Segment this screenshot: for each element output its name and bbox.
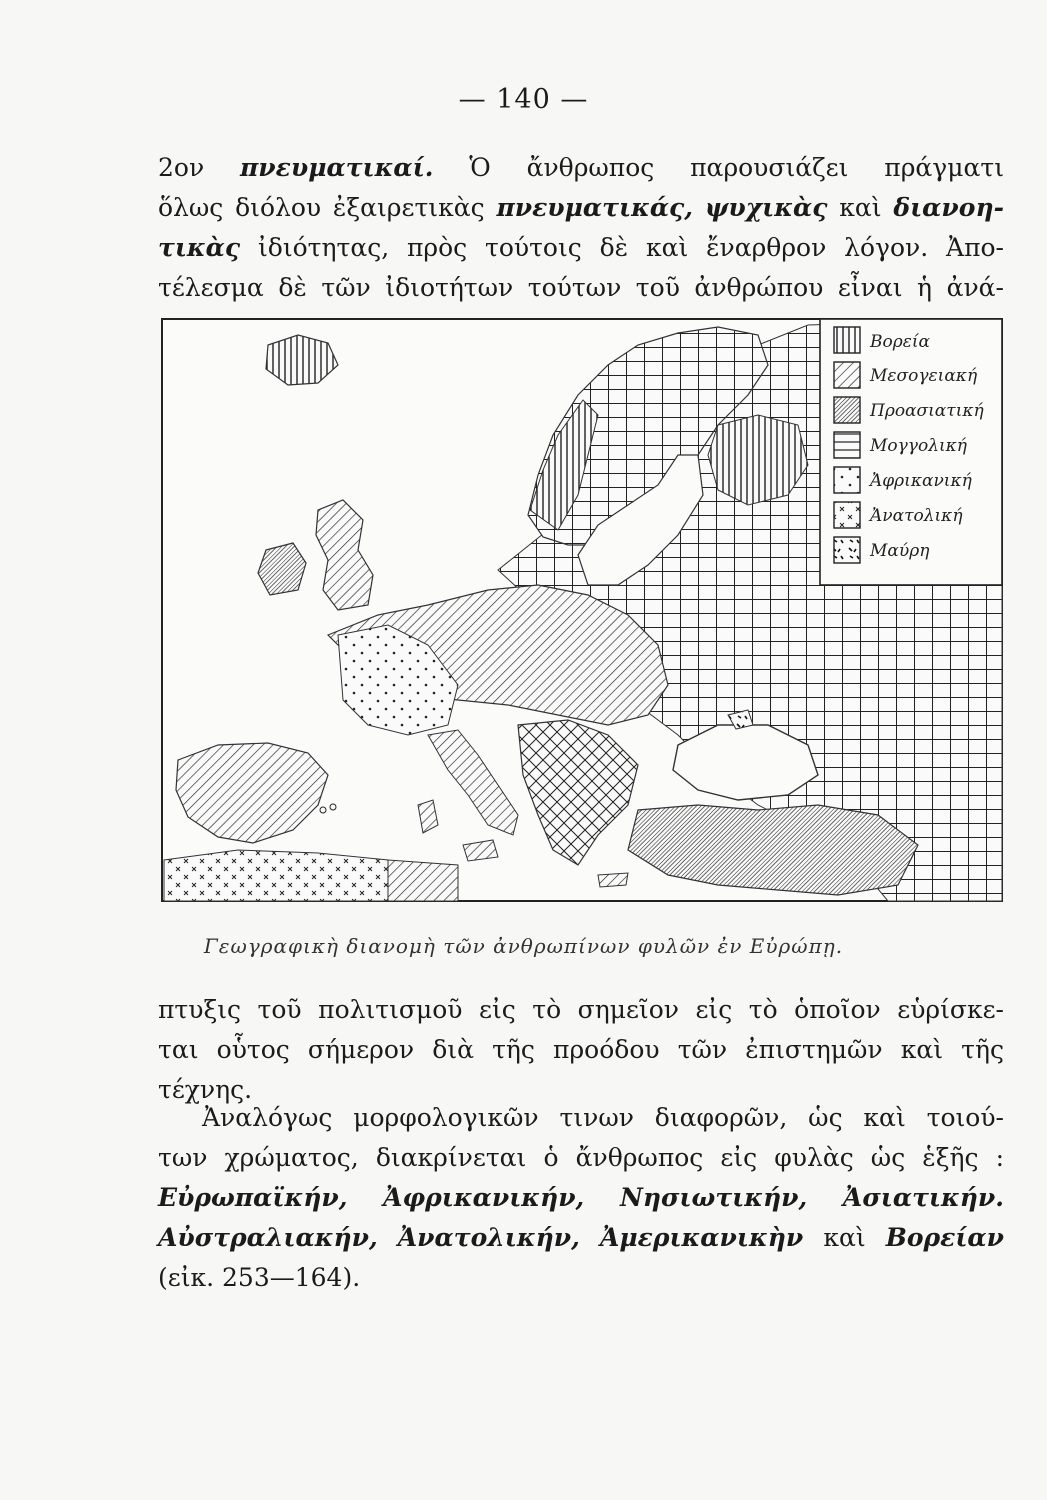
text-line: τέλεσμα δὲ τῶν ἰδιοτήτων τούτων τοῦ ἀνθρώπου εἶναι ἡ ἀνά-	[158, 273, 1004, 302]
emphasis: ψυχικὰς	[704, 193, 828, 222]
legend-label-mediterranean: Μεσογειακή	[870, 366, 978, 386]
emphasis: διανοη-	[893, 193, 1004, 222]
text-line: 2ον πνευματικαί. Ὁ ἄνθρωπος παρουσιάζει πράγματι	[158, 153, 1004, 182]
race-american: Ἀμερικανικὴν	[599, 1223, 804, 1252]
region-libya	[388, 860, 458, 901]
race-african: Ἀφρικανικήν,	[383, 1183, 585, 1212]
legend-label-mongolian: Μογγολική	[870, 436, 967, 456]
text-line: (εἰκ. 253—164).	[158, 1263, 361, 1292]
text-line: πτυξις τοῦ πολιτισμοῦ εἰς τὸ σημεῖον εἰς τὸ ὁποῖον εὑρίσκε-	[158, 995, 1004, 1024]
race-insular: Νησιωτικήν,	[619, 1183, 808, 1212]
legend-swatch-african	[834, 467, 860, 493]
region-north-africa	[164, 850, 388, 901]
text-line	[158, 1178, 1004, 1218]
emphasis: τικὰς	[158, 233, 241, 262]
legend-label-eastern: Ἀνατολική	[870, 506, 963, 526]
legend-swatch-mongolian	[834, 432, 860, 458]
race-asiatic: Ἀσιατικήν.	[842, 1183, 1004, 1212]
page-number: — 140 —	[458, 84, 589, 115]
text-line: τέχνης.	[158, 1075, 253, 1104]
europe-map	[158, 305, 1008, 905]
text-line: Αὐστραλιακήν, Ἀνατολικήν, Ἀμερικανικὴν καὶ Βορείαν	[158, 1223, 1005, 1252]
legend-swatch-northern	[834, 327, 860, 353]
legend-swatch-eastern	[834, 502, 860, 528]
race-northern: Βορείαν	[885, 1223, 1005, 1252]
race-european: Εὐρωπαϊκήν,	[158, 1183, 348, 1212]
race-australian: Αὐστραλιακήν,	[158, 1223, 378, 1252]
text-line: τικὰς ἰδιότητας, πρὸς τούτοις δὲ καὶ ἔναρθρον λόγον. Ἀπο-	[158, 233, 1004, 262]
legend-label-northern: Βορεία	[870, 332, 930, 352]
text-line: ὅλως διόλου ἐξαιρετικὰς πνευματικάς, ψυχικὰς καὶ διανοη-	[158, 193, 1004, 222]
legend-swatch-mediterranean	[834, 362, 860, 388]
legend-label-proasiatic: Προασιατική	[870, 401, 984, 421]
island-crete	[598, 873, 628, 887]
paragraph-spiritual-traits	[158, 148, 1004, 308]
paragraph-races	[158, 1098, 1004, 1298]
legend-label-black: Μαύρη	[870, 541, 930, 561]
emphasis: πνευματικάς,	[496, 193, 693, 222]
paragraph-civilization	[158, 990, 1004, 1110]
legend-label-african: Ἀφρικανική	[870, 471, 972, 491]
emphasis: πνευματικαί.	[240, 153, 434, 182]
figure-caption: Γεωγραφικὴ διανομὴ τῶν ἀνθρωπίνων φυλῶν ἐν Εὐρώπῃ.	[203, 934, 844, 958]
text-line: των χρώματος, διακρίνεται ὁ ἄνθρωπος εἰς φυλὰς ὡς ἑξῆς :	[158, 1143, 1004, 1172]
legend-swatch-proasiatic	[834, 397, 860, 423]
legend-swatch-black	[834, 537, 860, 563]
text-line: ται οὗτος σήμερον διὰ τῆς προόδου τῶν ἐπιστημῶν καὶ τῆς	[158, 1035, 1004, 1064]
text-line: Ἀναλόγως μορφολογικῶν τινων διαφορῶν, ὡς καὶ τοιού-	[202, 1103, 1004, 1132]
race-eastern: Ἀνατολικήν,	[397, 1223, 580, 1252]
europe-races-map-figure	[158, 305, 1008, 905]
